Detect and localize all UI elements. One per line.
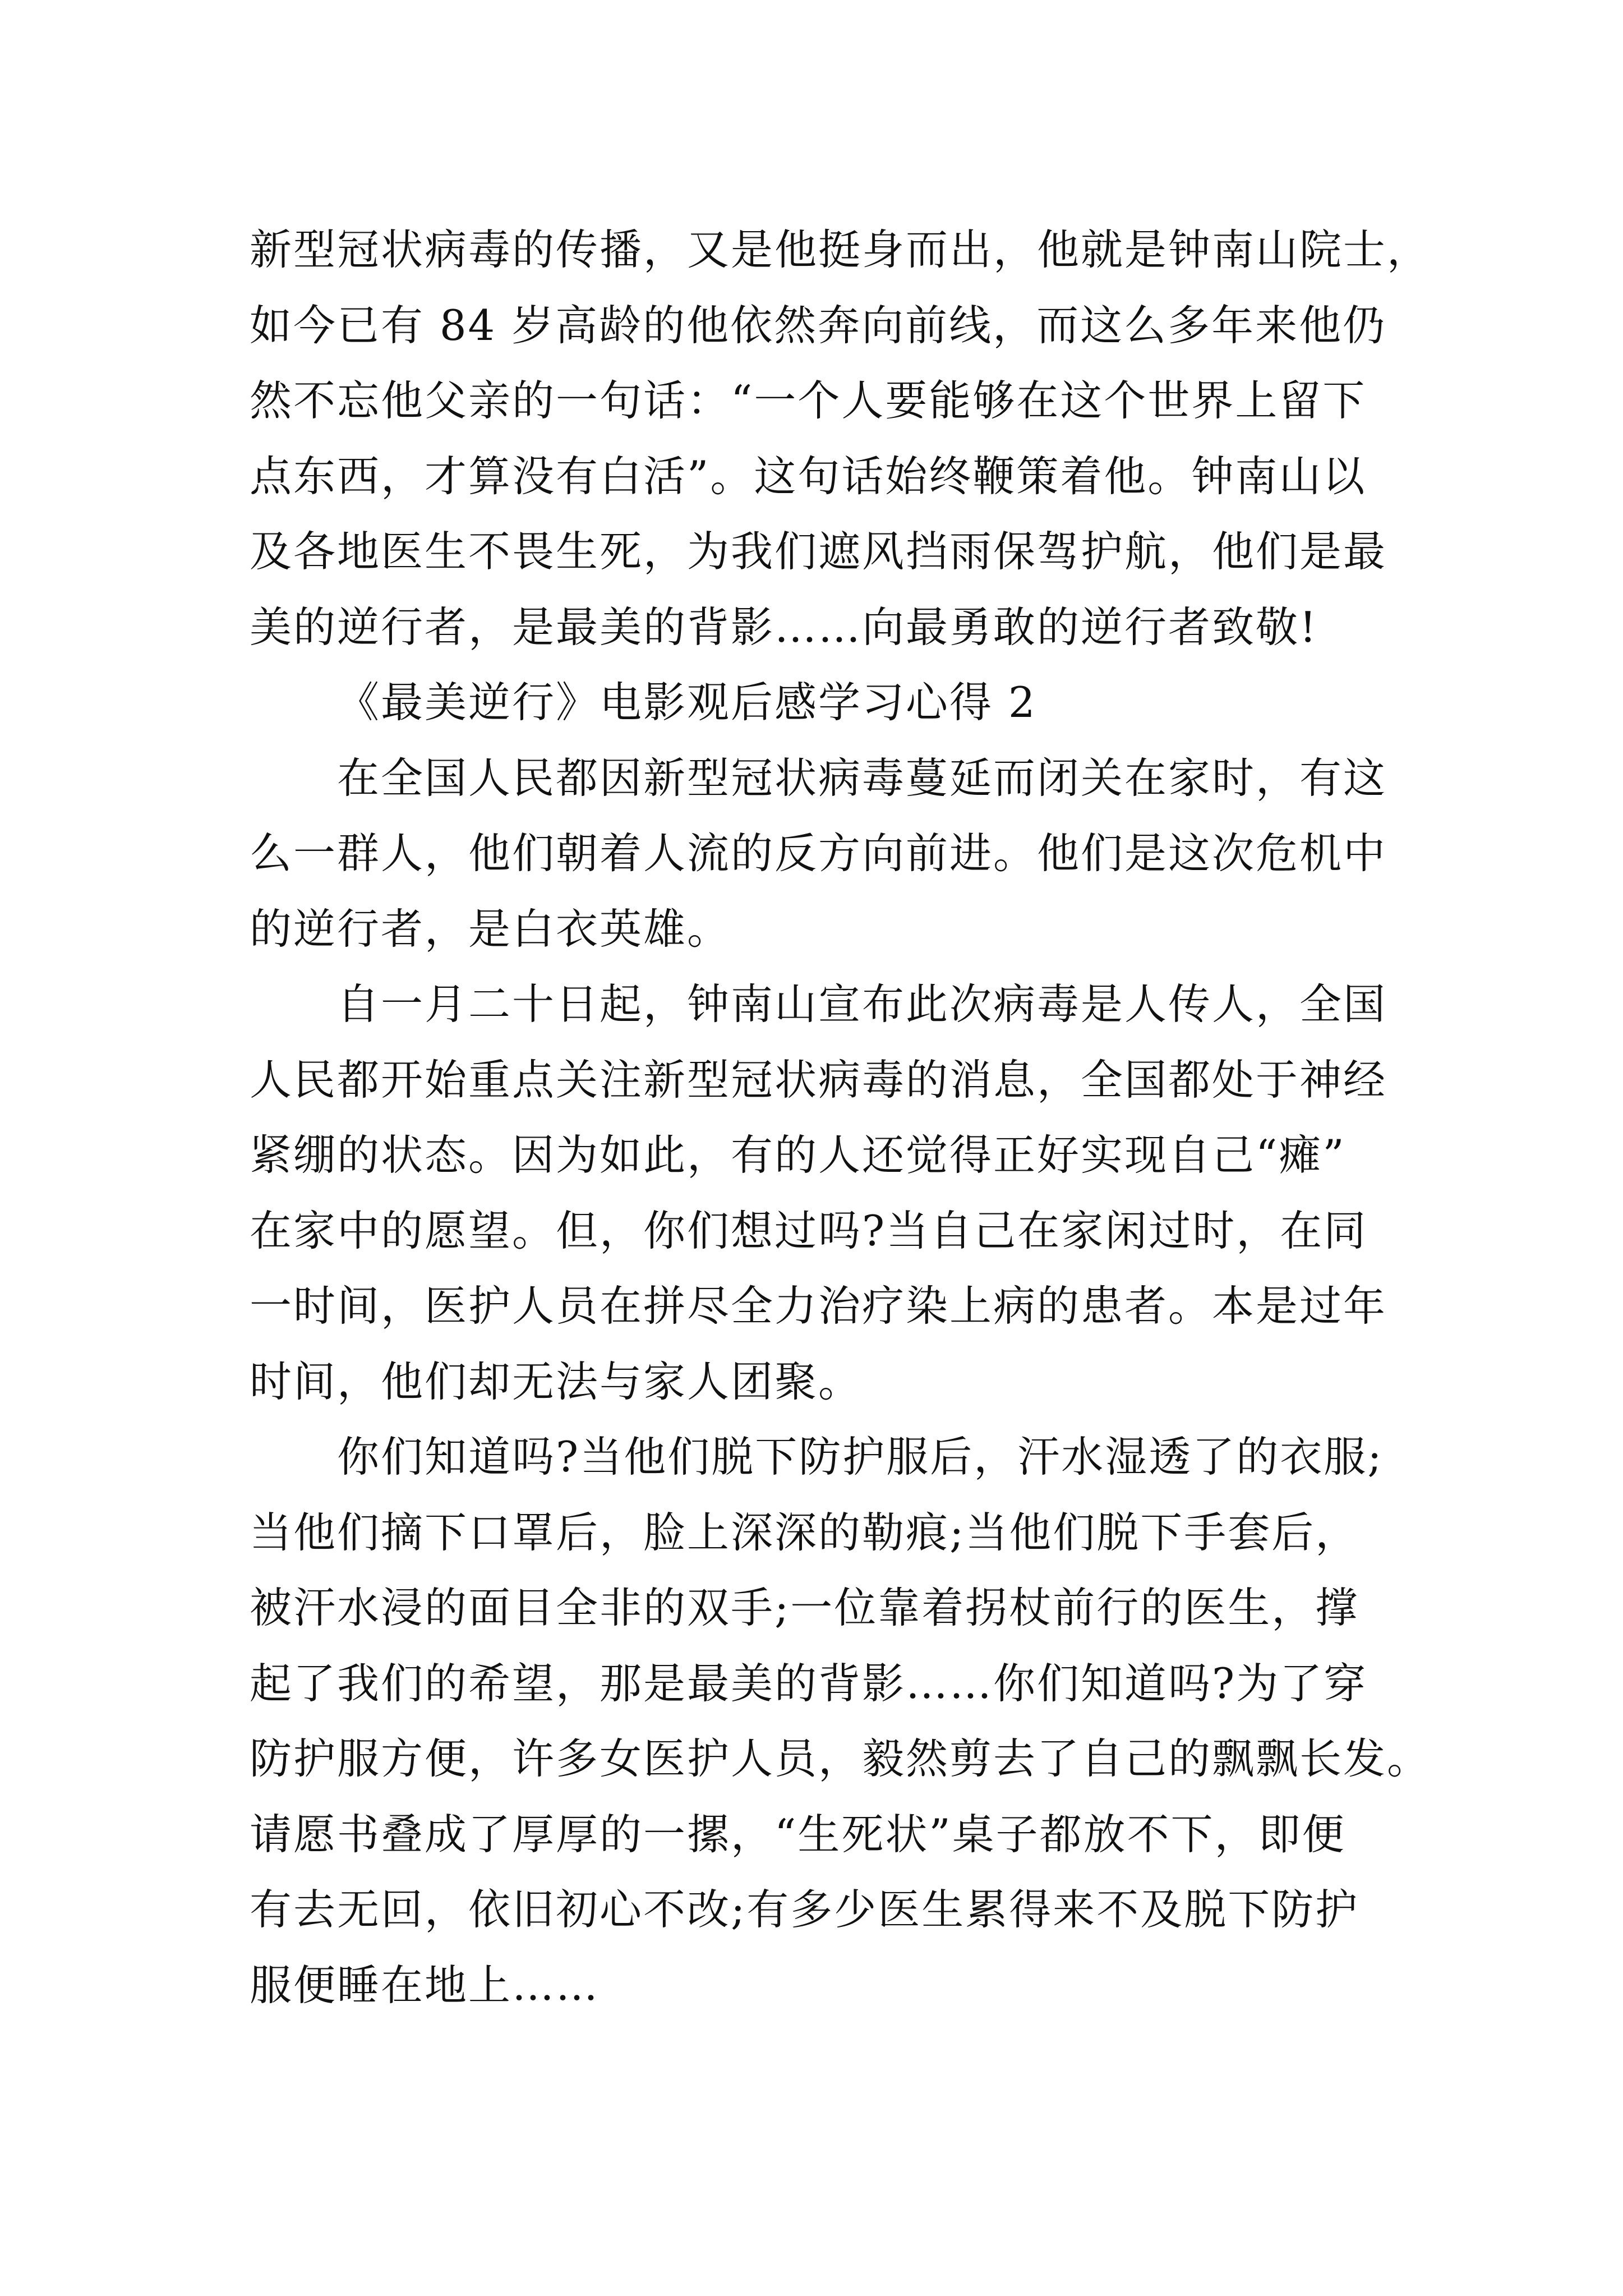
text-line: 么一群人，他们朝着人流的反方向前进。他们是这次危机中 [250, 829, 1387, 878]
text-line: 时间，他们却无法与家人团聚。 [250, 1356, 863, 1406]
text-line: 被汗水浸的面目全非的双手;一位靠着拐杖前行的医生，撑 [250, 1583, 1359, 1632]
text-line: 如今已有 84 岁高龄的他依然奔向前线，而这么多年来他仍 [250, 300, 1387, 350]
text-line: 在全国人民都因新型冠状病毒蔓延而闭关在家时，有这 [337, 753, 1387, 803]
text-line: 紧绷的状态。因为如此，有的人还觉得正好实现自己“瘫” [250, 1130, 1346, 1180]
text-line: 在家中的愿望。但，你们想过吗?当自己在家闲过时，在同 [250, 1205, 1368, 1255]
text-line: 服便睡在地上…… [250, 1960, 600, 2010]
text-line: 人民都开始重点关注新型冠状病毒的消息，全国都处于神经 [250, 1055, 1387, 1105]
text-line: 防护服方便，许多女医护人员，毅然剪去了自己的飘飘长发。 [250, 1734, 1431, 1783]
text-line: 及各地医生不畏生死，为我们遮风挡雨保驾护航，他们是最 [250, 527, 1387, 576]
text-line: 美的逆行者，是最美的背影……向最勇敢的逆行者致敬! [250, 602, 1318, 652]
text-line: 的逆行者，是白衣英雄。 [250, 904, 731, 954]
text-line: 请愿书叠成了厚厚的一摞，“生死状”桌子都放不下，即便 [250, 1809, 1346, 1859]
text-line: 起了我们的希望，那是最美的背影……你们知道吗?为了穿 [250, 1658, 1368, 1708]
text-line: 点东西，才算没有白活”。这句话始终鞭策着他。钟南山以 [250, 451, 1367, 501]
text-line: 你们知道吗?当他们脱下防护服后，汗水湿透了的衣服; [337, 1432, 1384, 1481]
text-line: 然不忘他父亲的一句话：“一个人要能够在这个世界上留下 [250, 376, 1367, 425]
document-body [250, 212, 1431, 2023]
text-line: 一时间，医护人员在拼尽全力治疗染上病的患者。本是过年 [250, 1281, 1387, 1331]
text-line: 新型冠状病毒的传播，又是他挺身而出，他就是钟南山院士， [250, 225, 1431, 274]
section-heading: 《最美逆行》电影观后感学习心得 2 [337, 678, 1037, 727]
text-line: 当他们摘下口罩后，脸上深深的勒痕;当他们脱下手套后， [250, 1507, 1359, 1557]
text-line: 自一月二十日起，钟南山宣布此次病毒是人传人，全国 [337, 979, 1387, 1029]
text-line: 有去无回，依旧初心不改;有多少医生累得来不及脱下防护 [250, 1885, 1359, 1934]
